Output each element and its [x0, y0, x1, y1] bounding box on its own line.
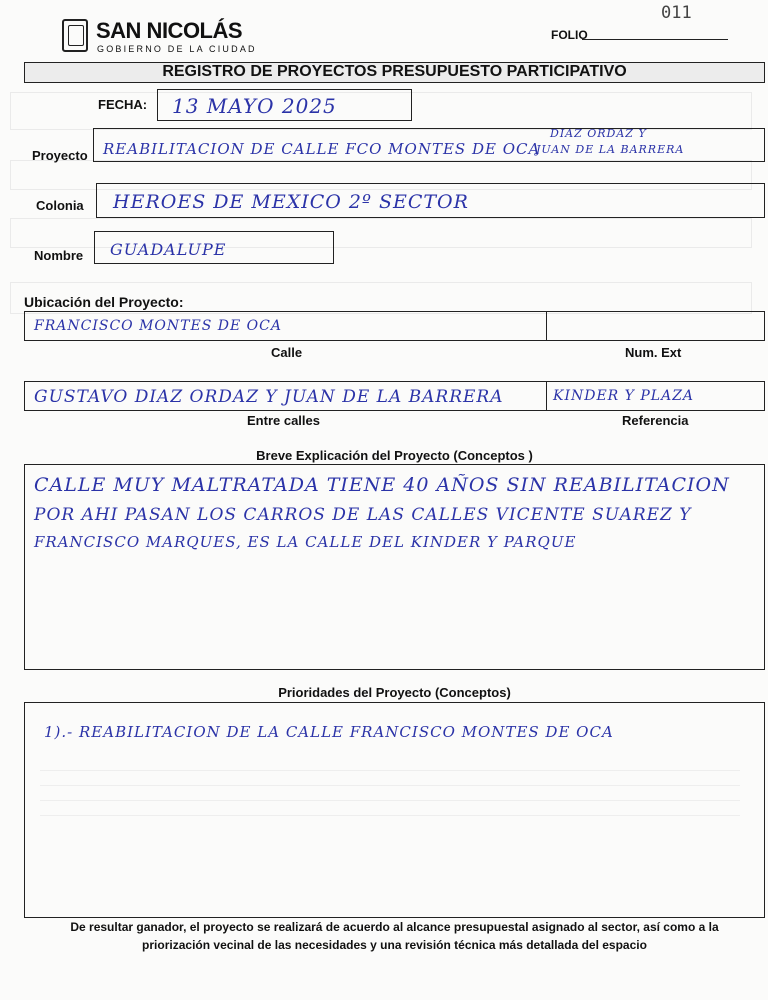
nombre-value: GUADALUPE [110, 240, 227, 259]
footer-note-line1: De resultar ganador, el proyecto se realizará de acuerdo al alcance presupuestal asignado al sector, así como a la [70, 920, 719, 934]
prioridades-heading: Prioridades del Proyecto (Conceptos) [278, 685, 511, 700]
explicacion-line: FRANCISCO MARQUES, ES LA CALLE DEL KINDER Y PARQUE [34, 533, 577, 551]
page-title: REGISTRO DE PROYECTOS PRESUPUESTO PARTICIPATIVO [162, 63, 627, 80]
colonia-label: Colonia [36, 198, 84, 213]
entre-calles-label: Entre calles [247, 413, 320, 428]
fecha-value: 13 MAYO 2025 [172, 94, 337, 118]
proyecto-label: Proyecto [32, 148, 88, 163]
ubicacion-heading: Ubicación del Proyecto: [24, 294, 184, 310]
entre-calles-value: GUSTAVO DIAZ ORDAZ Y JUAN DE LA BARRERA [34, 387, 504, 407]
folio-label: FOLIO [551, 28, 588, 42]
referencia-value: KINDER Y PLAZA [553, 388, 695, 404]
colonia-value: HEROES DE MEXICO 2º SECTOR [113, 191, 469, 213]
footer-note-line2: priorización vecinal de las necesidades y una revisión técnica más detallada del espacio [142, 938, 647, 952]
proyecto-value: REABILITACION DE CALLE FCO MONTES DE OCA [103, 140, 541, 158]
nombre-label: Nombre [34, 248, 84, 263]
explicacion-heading: Breve Explicación del Proyecto (Conceptos ) [256, 448, 533, 463]
calle-label: Calle [271, 345, 303, 360]
fecha-label: FECHA: [98, 97, 148, 112]
entre-calles-divider [546, 381, 547, 411]
explicacion-line: CALLE MUY MALTRATADA TIENE 40 AÑOS SIN REABILITACION [34, 474, 730, 496]
folio-number: 011 [661, 3, 692, 23]
num-ext-label: Num. Ext [625, 345, 682, 360]
referencia-label: Referencia [622, 413, 689, 428]
prioridades-value: 1).- REABILITACION DE LA CALLE FRANCISCO MONTES DE OCA [44, 723, 614, 741]
proyecto-value-line2: DIAZ ORDAZ Y [550, 127, 647, 140]
calle-value: FRANCISCO MONTES DE OCA [34, 318, 282, 334]
proyecto-value-line3: JUAN DE LA BARRERA [536, 143, 685, 156]
brand-tagline: GOBIERNO DE LA CIUDAD [97, 44, 257, 54]
city-seal-logo [62, 19, 88, 52]
brand-name: SAN NICOLÁS [96, 18, 243, 43]
explicacion-line: POR AHI PASAN LOS CARROS DE LAS CALLES VICENTE SUAREZ Y [34, 505, 692, 525]
folio-line [582, 39, 728, 40]
calle-divider [546, 311, 547, 341]
